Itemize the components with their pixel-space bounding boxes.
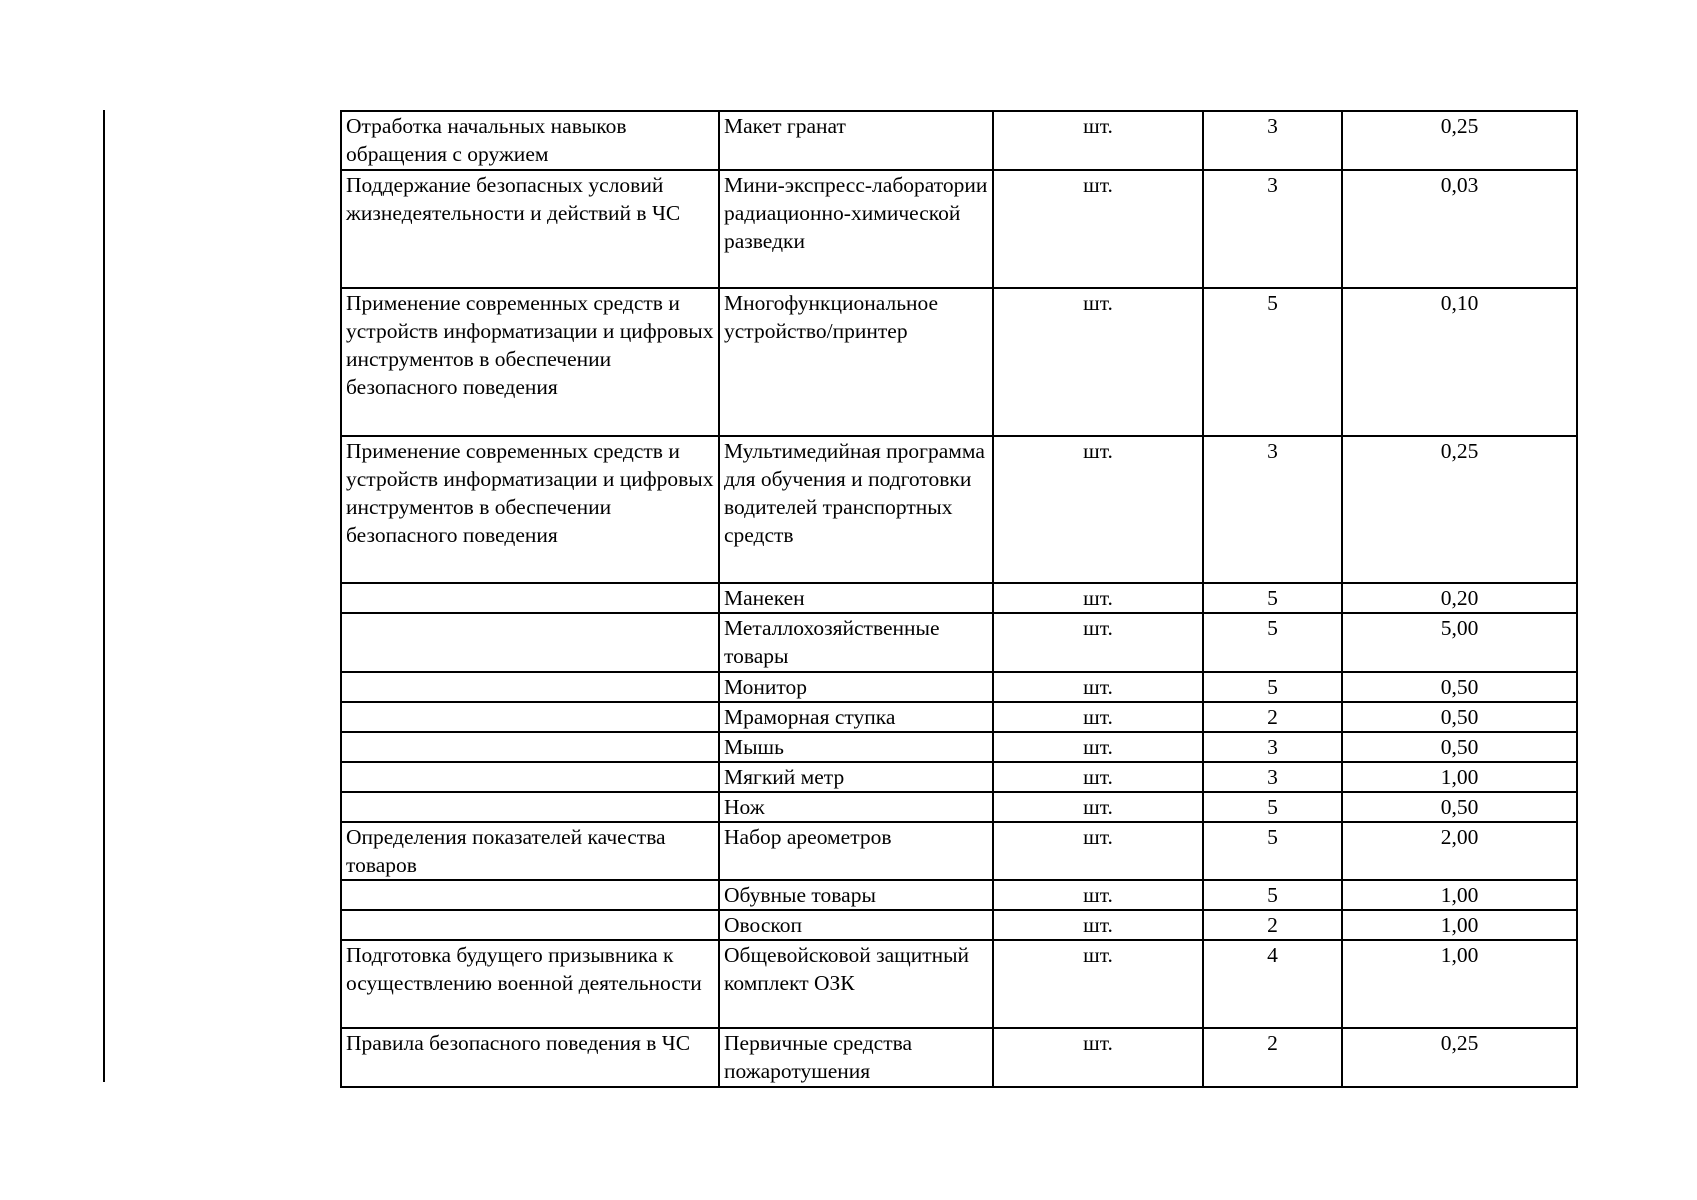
quantity-cell: 4 (1203, 940, 1342, 1028)
unit-cell: шт. (993, 672, 1203, 702)
quantity-cell: 3 (1203, 170, 1342, 288)
norm-cell: 0,50 (1342, 792, 1577, 822)
table-row (341, 613, 1577, 672)
unit-cell: шт. (993, 822, 1203, 880)
unit-cell: шт. (993, 762, 1203, 792)
norm-cell: 0,25 (1342, 1028, 1577, 1087)
quantity-cell: 5 (1203, 822, 1342, 880)
item-cell: Нож (719, 792, 993, 822)
topic-cell (341, 880, 719, 910)
topic-cell: Правила безопасного поведения в ЧС (341, 1028, 719, 1087)
quantity-cell: 3 (1203, 732, 1342, 762)
unit-cell: шт. (993, 792, 1203, 822)
table-row (341, 1028, 1577, 1087)
unit-cell: шт. (993, 613, 1203, 672)
quantity-cell: 5 (1203, 583, 1342, 613)
quantity-cell: 2 (1203, 1028, 1342, 1087)
quantity-cell: 5 (1203, 792, 1342, 822)
item-cell: Многофункциональное устройство/принтер (719, 288, 993, 436)
norm-cell: 2,00 (1342, 822, 1577, 880)
table-row (341, 170, 1577, 288)
topic-cell (341, 672, 719, 702)
table-row (341, 672, 1577, 702)
norm-cell: 1,00 (1342, 910, 1577, 940)
topic-cell (341, 910, 719, 940)
topic-cell: Определения показателей качества товаров (341, 822, 719, 880)
norm-cell: 0,03 (1342, 170, 1577, 288)
unit-cell: шт. (993, 436, 1203, 583)
equipment-table (340, 110, 1578, 1088)
table-row (341, 910, 1577, 940)
norm-cell: 0,25 (1342, 111, 1577, 170)
table-row (341, 288, 1577, 436)
norm-cell: 0,50 (1342, 672, 1577, 702)
item-cell: Макет гранат (719, 111, 993, 170)
page-margin-line (103, 110, 105, 1082)
quantity-cell: 5 (1203, 288, 1342, 436)
item-cell: Монитор (719, 672, 993, 702)
table-row (341, 702, 1577, 732)
unit-cell: шт. (993, 1028, 1203, 1087)
unit-cell: шт. (993, 880, 1203, 910)
quantity-cell: 3 (1203, 436, 1342, 583)
topic-cell (341, 762, 719, 792)
topic-cell (341, 732, 719, 762)
norm-cell: 1,00 (1342, 940, 1577, 1028)
unit-cell: шт. (993, 288, 1203, 436)
unit-cell: шт. (993, 910, 1203, 940)
norm-cell: 0,50 (1342, 702, 1577, 732)
table-row (341, 111, 1577, 170)
item-cell: Общевойсковой защитный комплект ОЗК (719, 940, 993, 1028)
quantity-cell: 2 (1203, 910, 1342, 940)
topic-cell: Отработка начальных навыков обращения с оружием (341, 111, 719, 170)
unit-cell: шт. (993, 170, 1203, 288)
item-cell: Первичные средства пожаротушения (719, 1028, 993, 1087)
table-row (341, 762, 1577, 792)
topic-cell: Применение современных средств и устройств информатизации и цифровых инструментов в обеспечении безопасного поведения (341, 288, 719, 436)
topic-cell (341, 792, 719, 822)
unit-cell: шт. (993, 702, 1203, 732)
topic-cell (341, 583, 719, 613)
item-cell: Мини-экспресс-лаборатории радиационно-химической разведки (719, 170, 993, 288)
table-row (341, 940, 1577, 1028)
norm-cell: 0,50 (1342, 732, 1577, 762)
topic-cell (341, 613, 719, 672)
table-row (341, 732, 1577, 762)
quantity-cell: 3 (1203, 762, 1342, 792)
item-cell: Мягкий метр (719, 762, 993, 792)
quantity-cell: 5 (1203, 672, 1342, 702)
item-cell: Мультимедийная программа для обучения и подготовки водителей транспортных средств (719, 436, 993, 583)
item-cell: Обувные товары (719, 880, 993, 910)
norm-cell: 1,00 (1342, 880, 1577, 910)
table-row (341, 822, 1577, 880)
unit-cell: шт. (993, 732, 1203, 762)
quantity-cell: 5 (1203, 880, 1342, 910)
table-row (341, 792, 1577, 822)
unit-cell: шт. (993, 940, 1203, 1028)
quantity-cell: 3 (1203, 111, 1342, 170)
table-row (341, 880, 1577, 910)
norm-cell: 0,20 (1342, 583, 1577, 613)
item-cell: Металлохозяйственные товары (719, 613, 993, 672)
item-cell: Манекен (719, 583, 993, 613)
table-row (341, 583, 1577, 613)
unit-cell: шт. (993, 583, 1203, 613)
item-cell: Набор ареометров (719, 822, 993, 880)
quantity-cell: 5 (1203, 613, 1342, 672)
norm-cell: 0,25 (1342, 436, 1577, 583)
topic-cell: Применение современных средств и устройств информатизации и цифровых инструментов в обеспечении безопасного поведения (341, 436, 719, 583)
topic-cell: Подготовка будущего призывника к осуществлению военной деятельности (341, 940, 719, 1028)
unit-cell: шт. (993, 111, 1203, 170)
norm-cell: 5,00 (1342, 613, 1577, 672)
item-cell: Овоскоп (719, 910, 993, 940)
norm-cell: 1,00 (1342, 762, 1577, 792)
item-cell: Мраморная ступка (719, 702, 993, 732)
topic-cell (341, 702, 719, 732)
item-cell: Мышь (719, 732, 993, 762)
table-row (341, 436, 1577, 583)
norm-cell: 0,10 (1342, 288, 1577, 436)
topic-cell: Поддержание безопасных условий жизнедеятельности и действий в ЧС (341, 170, 719, 288)
quantity-cell: 2 (1203, 702, 1342, 732)
